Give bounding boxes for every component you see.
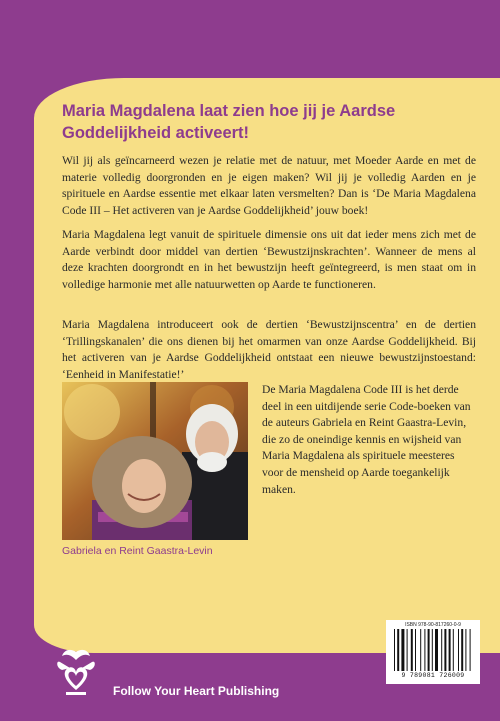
barcode-bar: [441, 629, 442, 671]
heart-with-wings-logo-icon: [56, 646, 96, 700]
barcode-bar: [453, 629, 454, 671]
third-paragraph: Maria Magdalena introduceert ook de dertien ‘Bewustzijnscentra’ en de dertien ‘Trillingskanalen’ die ons dienen bij het omarmen van onze Aardse Goddelijkheid. Bij het activeren van je Aardse Goddelijkheid ontstaat een nieuwe bewustzijnstoestand: ‘Eenheid in Manifestatie!’: [62, 318, 476, 381]
barcode-bar: [401, 629, 404, 671]
barcode-bar: [424, 629, 425, 671]
barcode-bar: [411, 629, 413, 671]
barcode-bar: [461, 629, 463, 671]
author-photo-illustration: [62, 382, 248, 540]
publisher-name: Follow Your Heart Publishing: [113, 684, 280, 698]
isbn-label: ISBN 978-90-817260-0-9: [405, 622, 461, 628]
barcode-bar: [397, 629, 399, 671]
barcode-number: 9 789081 726009: [401, 672, 465, 679]
barcode-bar: [458, 629, 459, 671]
barcode-bar: [428, 629, 430, 671]
barcode-bar: [432, 629, 433, 671]
barcode-bar: [420, 629, 421, 671]
authors-paragraph: De Maria Magdalena Code III is het derde deel in een uitdijende serie Code-boeken van de auteurs Gabriela en Reint Gaastra-Levin, die zo de oneindige kennis en wijsheid van Maria Magdalena als spirituele meesteres voor de mensheid op Aarde toegankelijk maken.: [262, 383, 471, 496]
barcode-bar: [470, 629, 471, 671]
barcode-bar: [435, 629, 438, 671]
barcode-bar: [449, 629, 451, 671]
cover-heading: Maria Magdalena laat zien hoe jij je Aardse Goddelijkheid activeert!: [62, 102, 396, 142]
barcode-bar: [394, 629, 395, 671]
author-photo: [62, 382, 248, 540]
intro-paragraph: Wil jij als geïncarneerd wezen je relatie met de natuur, met Moeder Aarde en met de materie volledig doorgronden en je eigen maken? Wil jij je volledig Aarden en je spirituele en Aardse essentie met elkaar laten versmelten? Dan is ‘De Maria Magdalena Code III – Het activeren van je Aardse Goddelijkheid’ jouw boek!: [62, 154, 476, 217]
barcode-bar: [444, 629, 446, 671]
barcode-bar: [465, 629, 466, 671]
second-paragraph: Maria Magdalena legt vanuit de spirituele dimensie ons uit dat ieder mens zich met de Aarde verbindt door middel van dertien ‘Bewustzijnskrachten’. Wanneer de mens al deze krachten doorgrondt en in het bewustzijn heeft geïntegreerd, is men staat om in volledige harmonie met alle natuurwetten op Aarde te functioneren.: [62, 228, 476, 291]
isbn-barcode: [386, 620, 480, 684]
photo-caption: Gabriela en Reint Gaastra-Levin: [62, 545, 213, 557]
barcode-bar: [415, 629, 416, 671]
barcode-bar: [407, 629, 408, 671]
